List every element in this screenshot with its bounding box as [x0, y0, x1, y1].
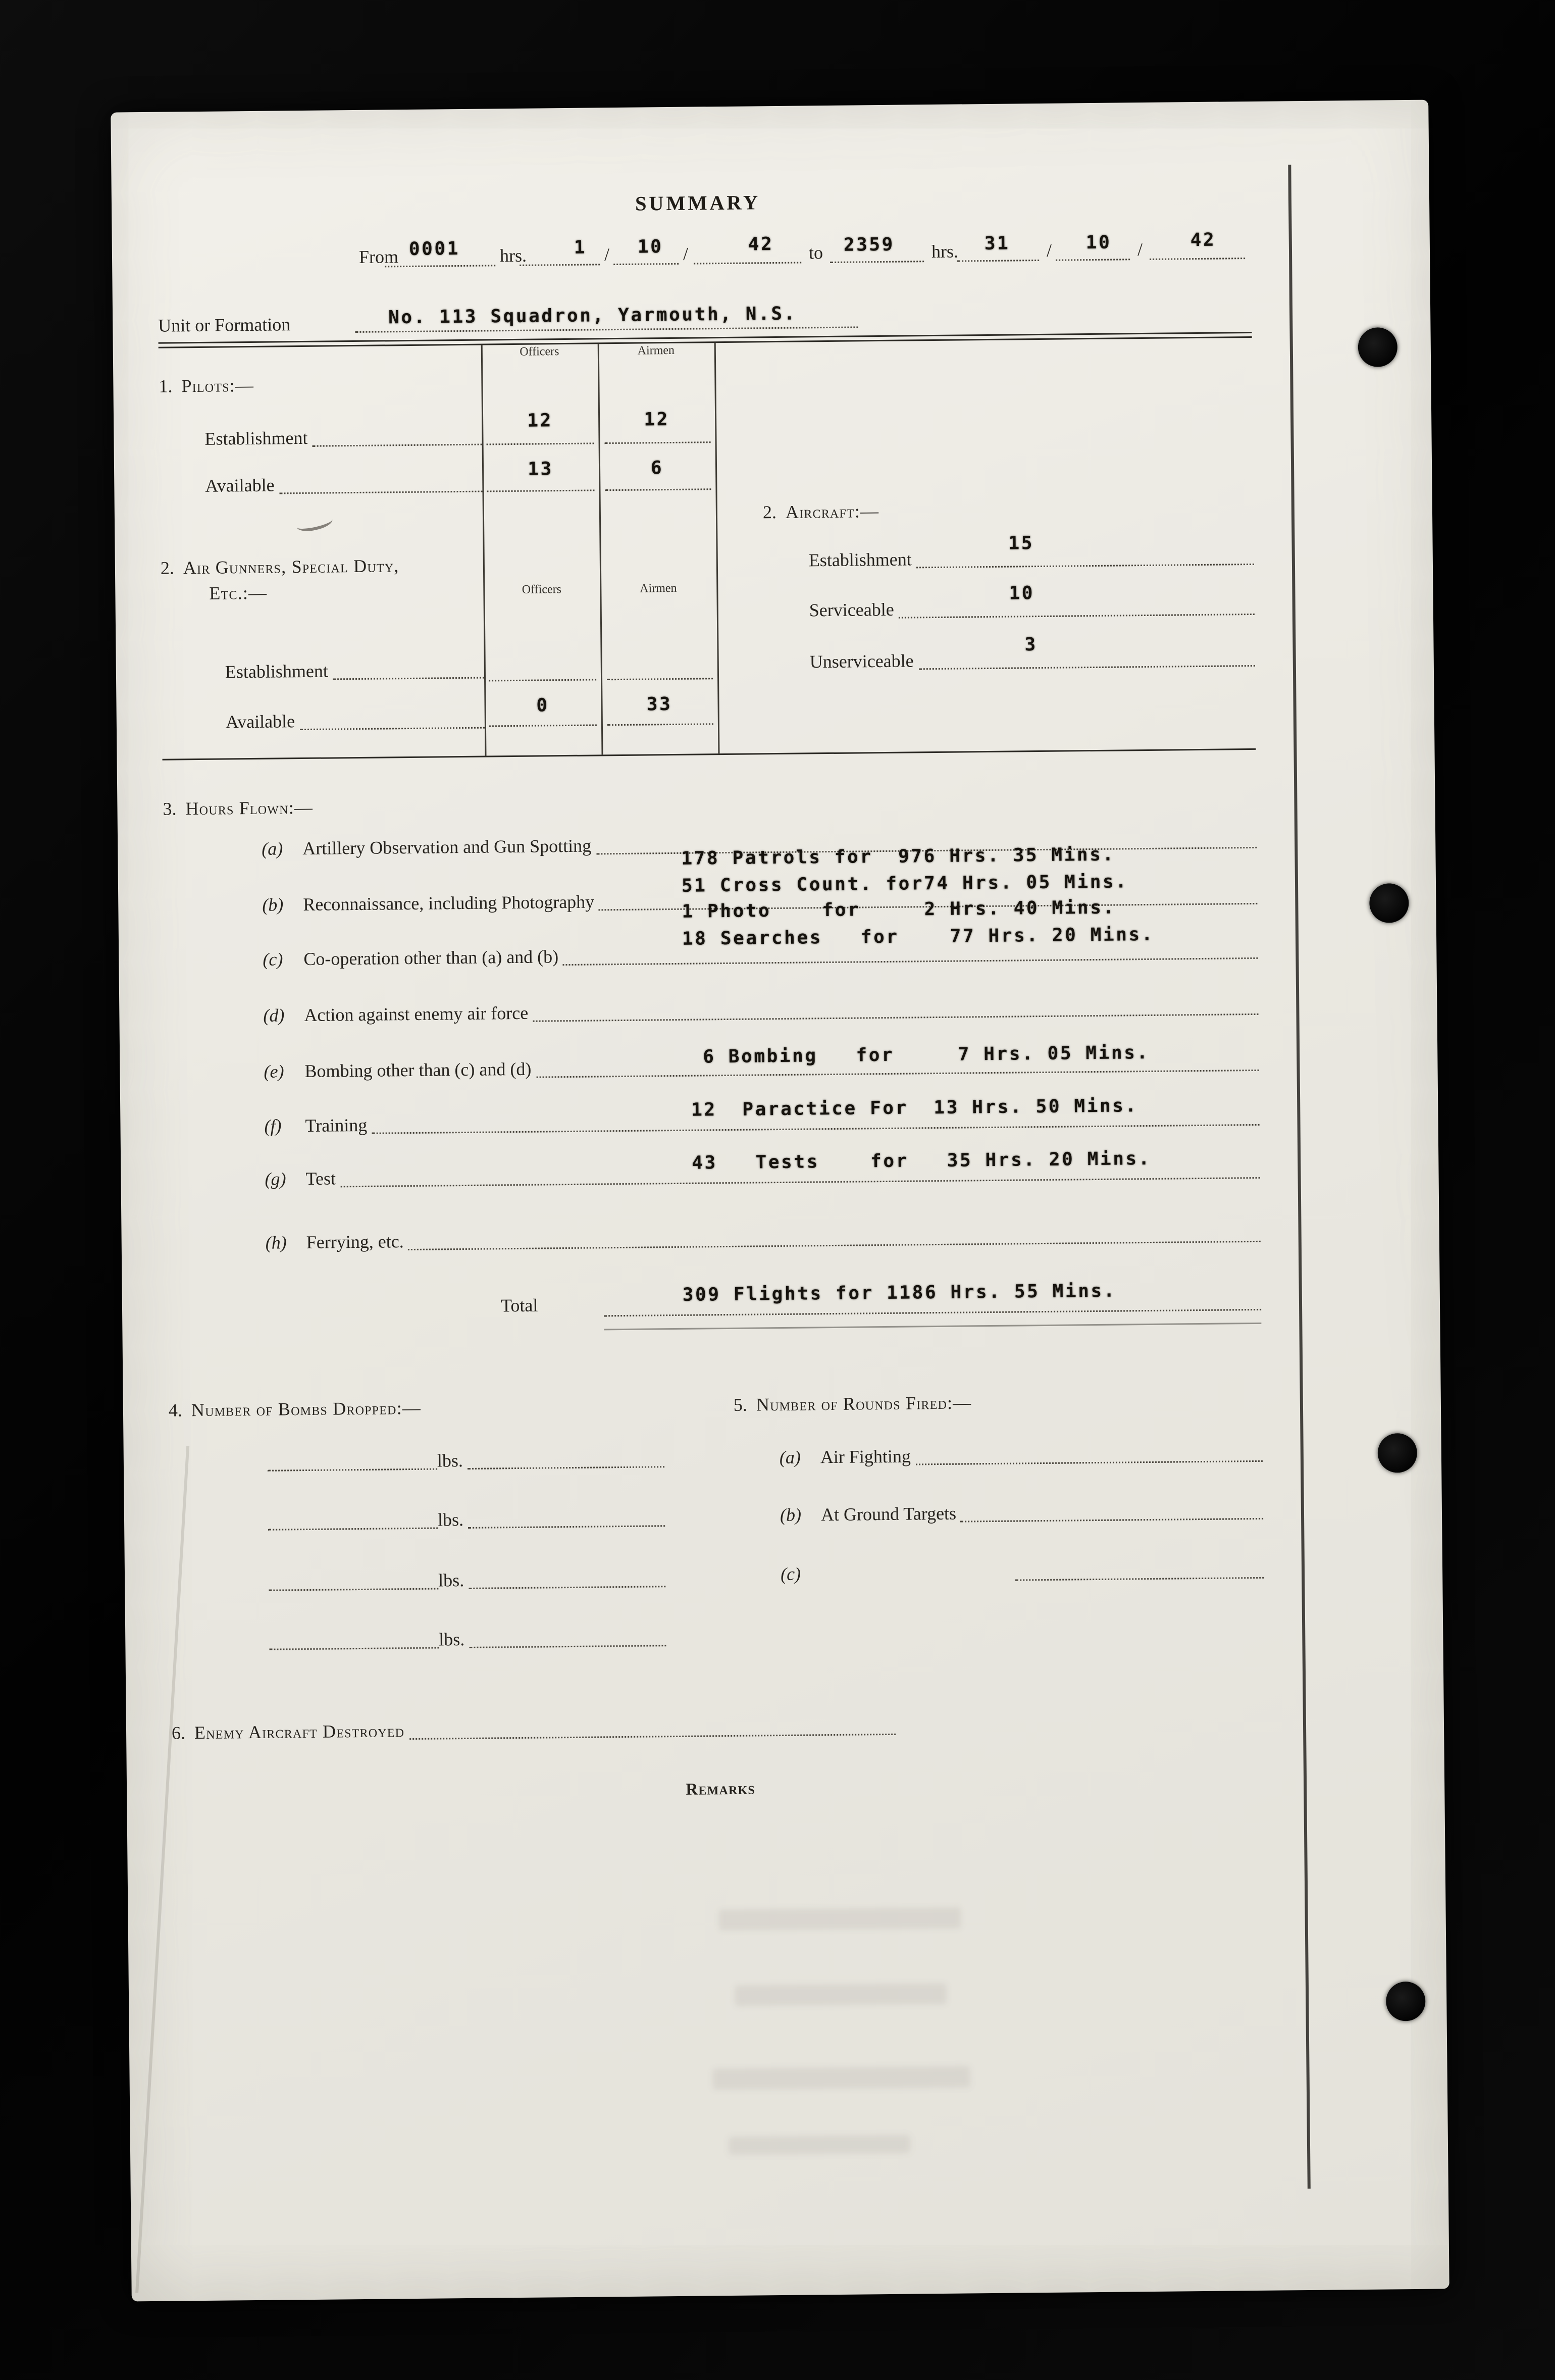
- dotted-leader: [605, 441, 711, 444]
- typed-entry-recon-1: 51 Cross Count. for74 Hrs. 05 Mins.: [681, 871, 1128, 896]
- total-underline: [604, 1323, 1261, 1330]
- section-divider: [163, 748, 1256, 761]
- aircraft-establishment-value: 15: [1008, 532, 1034, 554]
- dotted-leader: [607, 678, 713, 680]
- form-title: SUMMARY: [635, 191, 761, 215]
- dotted-leader: [536, 1069, 1259, 1078]
- unit-label: Unit or Formation: [158, 314, 291, 336]
- erased-typing-smudge: [729, 2135, 910, 2155]
- item-key: (d): [263, 1004, 285, 1026]
- handwritten-mark: [295, 513, 334, 534]
- dotted-leader: [468, 1466, 664, 1470]
- table-border: [714, 343, 720, 753]
- section-heading-text: Number of Bombs Dropped:—: [191, 1397, 422, 1421]
- dotted-leader: [489, 679, 596, 681]
- aircraft-unserviceable-value: 3: [1024, 634, 1038, 655]
- table-border: [481, 345, 487, 756]
- item-key: (a): [262, 838, 283, 859]
- dotted-leader: [409, 1733, 896, 1739]
- rounds-row-c: [781, 1560, 1264, 1586]
- row-label: Serviceable: [809, 598, 894, 621]
- dotted-leader: [487, 489, 594, 492]
- dotted-leader: [533, 1013, 1258, 1022]
- slash-separator: /: [1046, 239, 1052, 261]
- section-number: 6.: [171, 1722, 186, 1744]
- dotted-leader: [604, 1309, 1261, 1316]
- item-label: Co-operation other than (a) and (b): [303, 946, 559, 970]
- remarks-heading: Remarks: [686, 1780, 756, 1799]
- period-from-time: 0001: [408, 238, 460, 260]
- punch-hole: [1358, 327, 1397, 367]
- period-to-year: 42: [1190, 229, 1216, 251]
- period-from-label: From: [358, 246, 399, 268]
- period-to-time: 2359: [843, 233, 895, 256]
- typed-entry-cooperation: 18 Searches for 77 Hrs. 20 Mins.: [682, 923, 1155, 949]
- dotted-leader: [469, 1645, 666, 1648]
- item-label: Air Fighting: [820, 1445, 911, 1468]
- paper-crease: [135, 1446, 189, 2293]
- item-key: (b): [780, 1504, 802, 1526]
- dotted-leader: [408, 1240, 1261, 1250]
- section-heading-text: Enemy Aircraft Destroyed: [194, 1720, 405, 1744]
- period-hrs-label-2: hrs.: [931, 240, 959, 263]
- unit-value: No. 113 Squadron, Yarmouth, N.S.: [388, 302, 797, 328]
- blank-gap: [821, 1584, 1011, 1586]
- section-number: 2.: [762, 501, 777, 523]
- column-header-airmen: Airmen: [637, 343, 675, 358]
- dotted-leader: [563, 957, 1258, 965]
- dotted-leader: [333, 677, 484, 680]
- item-label: Ferrying, etc.: [306, 1231, 404, 1253]
- dotted-leader: [269, 1647, 439, 1650]
- item-label: Action against enemy air force: [304, 1002, 529, 1026]
- dotted-leader: [520, 264, 600, 266]
- typed-entry-total: 309 Flights for 1186 Hrs. 55 Mins.: [682, 1280, 1117, 1305]
- dotted-leader: [269, 1588, 438, 1591]
- period-from-year: 42: [748, 233, 774, 255]
- pilots-establishment-row: [204, 427, 482, 451]
- dotted-leader: [489, 724, 597, 727]
- pilots-available-row: [205, 474, 482, 498]
- document-page: [111, 100, 1449, 2302]
- typed-entry-artillery: 178 Patrols for 976 Hrs. 35 Mins.: [681, 843, 1115, 869]
- dotted-leader: [372, 1124, 1259, 1134]
- dotted-leader: [915, 1460, 1263, 1465]
- period-from-day: 1: [574, 236, 587, 258]
- column-header-airmen: Airmen: [640, 581, 677, 595]
- bombs-row: [269, 1569, 665, 1594]
- section-number: 5.: [733, 1394, 748, 1415]
- dotted-leader: [957, 260, 1039, 262]
- section-heading-text: Pilots:—: [181, 374, 254, 397]
- hours-row-d: [263, 997, 1258, 1027]
- item-key: (h): [265, 1232, 287, 1253]
- period-to-label: to: [808, 242, 823, 264]
- typed-entry-training: 12 Paractice For 13 Hrs. 50 Mins.: [691, 1095, 1138, 1121]
- typed-entry-recon-2: 1 Photo for 2 Hrs. 40 Mins.: [682, 896, 1116, 922]
- typed-entry-test: 43 Tests for 35 Hrs. 20 Mins.: [692, 1147, 1152, 1174]
- dotted-leader: [268, 1468, 437, 1471]
- column-header-officers: Officers: [522, 582, 562, 596]
- item-label: Training: [305, 1114, 368, 1137]
- dotted-leader: [916, 563, 1254, 568]
- air-gunners-available-officers: 0: [536, 694, 549, 716]
- bombs-row: [268, 1449, 664, 1474]
- dotted-leader: [1056, 259, 1130, 261]
- rounds-row-b: [780, 1501, 1263, 1527]
- dotted-leader: [830, 261, 924, 263]
- period-hrs-label-1: hrs.: [499, 244, 527, 267]
- air-gunners-available-airmen: 33: [646, 693, 672, 715]
- dotted-leader: [605, 488, 711, 491]
- dotted-leader: [340, 1177, 1260, 1187]
- period-from-month: 10: [637, 236, 663, 258]
- section-heading-text: Aircraft:—: [785, 500, 879, 523]
- row-label: Establishment: [225, 660, 329, 683]
- item-key: (f): [264, 1115, 282, 1137]
- erased-typing-smudge: [712, 2066, 970, 2090]
- dotted-leader: [385, 265, 495, 267]
- air-gunners-available-row: [226, 711, 485, 734]
- hours-flown-heading: [163, 798, 313, 821]
- dotted-leader: [607, 723, 713, 726]
- dotted-leader: [1015, 1577, 1264, 1581]
- section-heading-text: Air Gunners, Special Duty,: [183, 555, 399, 579]
- dotted-leader: [299, 727, 485, 730]
- aircraft-serviceable-value: 10: [1009, 582, 1035, 604]
- item-key: (a): [779, 1446, 801, 1468]
- binding-rule: [1288, 165, 1310, 2189]
- column-header-officers: Officers: [520, 344, 559, 359]
- table-border: [598, 344, 603, 754]
- hours-row-h: [266, 1224, 1261, 1254]
- item-key: (c): [780, 1563, 801, 1585]
- total-label: Total: [500, 1294, 538, 1316]
- item-label: At Ground Targets: [820, 1502, 957, 1526]
- pilots-establishment-airmen: 12: [644, 409, 670, 430]
- air-gunners-heading: [161, 556, 399, 580]
- rounds-row-a: [780, 1444, 1263, 1470]
- row-label: Establishment: [204, 427, 308, 449]
- dotted-leader: [268, 1527, 438, 1530]
- bombs-dropped-heading: [169, 1399, 421, 1422]
- dotted-leader: [313, 443, 482, 446]
- dotted-leader: [279, 490, 483, 494]
- item-key: (g): [265, 1168, 286, 1190]
- section-heading-text: Number of Rounds Fired:—: [756, 1392, 972, 1415]
- section-number: 1.: [159, 375, 173, 397]
- item-label: Bombing other than (c) and (d): [304, 1058, 532, 1082]
- dotted-leader: [469, 1586, 665, 1589]
- air-gunners-establishment-row: [225, 661, 484, 684]
- row-label: Establishment: [808, 548, 912, 571]
- pilots-heading: [159, 376, 254, 398]
- section-number: 3.: [163, 798, 177, 820]
- bombs-row: [269, 1628, 666, 1653]
- erased-typing-smudge: [735, 1983, 947, 2006]
- item-key: (c): [263, 948, 283, 970]
- row-label: Available: [225, 711, 295, 733]
- dotted-leader: [1150, 258, 1245, 260]
- lbs-label: lbs.: [437, 1509, 464, 1531]
- dotted-leader: [487, 442, 594, 445]
- dotted-leader: [694, 262, 801, 265]
- item-label: Test: [305, 1168, 336, 1190]
- slash-separator: /: [683, 243, 689, 265]
- air-gunners-heading-line2: Etc.:—: [209, 582, 268, 604]
- typed-entry-bombing: 6 Bombing for 7 Hrs. 05 Mins.: [703, 1041, 1150, 1068]
- period-to-day: 31: [984, 232, 1010, 255]
- row-label: Unserviceable: [809, 650, 914, 673]
- lbs-label: lbs.: [437, 1450, 463, 1472]
- row-label: Available: [205, 474, 275, 496]
- pilots-available-officers: 13: [528, 458, 554, 480]
- punch-hole: [1377, 1433, 1417, 1473]
- dotted-leader: [613, 263, 679, 265]
- dotted-leader: [468, 1525, 665, 1529]
- aircraft-heading: [763, 502, 879, 524]
- punch-hole: [1369, 883, 1409, 923]
- lbs-label: lbs.: [439, 1629, 465, 1650]
- section-number: 2.: [160, 557, 175, 579]
- slash-separator: /: [1137, 239, 1143, 261]
- section-heading-text: Hours Flown:—: [185, 796, 314, 820]
- item-label: Reconnaissance, including Photography: [303, 891, 595, 916]
- bombs-row: [268, 1508, 665, 1533]
- dotted-leader: [961, 1517, 1263, 1522]
- erased-typing-smudge: [718, 1907, 961, 1931]
- dotted-leader: [899, 613, 1255, 618]
- lbs-label: lbs.: [438, 1569, 464, 1591]
- period-to-month: 10: [1085, 231, 1112, 254]
- punch-hole: [1386, 1982, 1426, 2021]
- item-key: (e): [264, 1060, 284, 1082]
- enemy-aircraft-row: [172, 1717, 896, 1745]
- rounds-fired-heading: [734, 1393, 972, 1416]
- dotted-leader: [918, 665, 1255, 669]
- item-label: Artillery Observation and Gun Spotting: [302, 835, 592, 859]
- section-number: 4.: [168, 1399, 183, 1421]
- item-key: (b): [262, 894, 284, 916]
- pilots-establishment-officers: 12: [527, 410, 553, 431]
- pilots-available-airmen: 6: [650, 457, 664, 479]
- slash-separator: /: [604, 244, 610, 266]
